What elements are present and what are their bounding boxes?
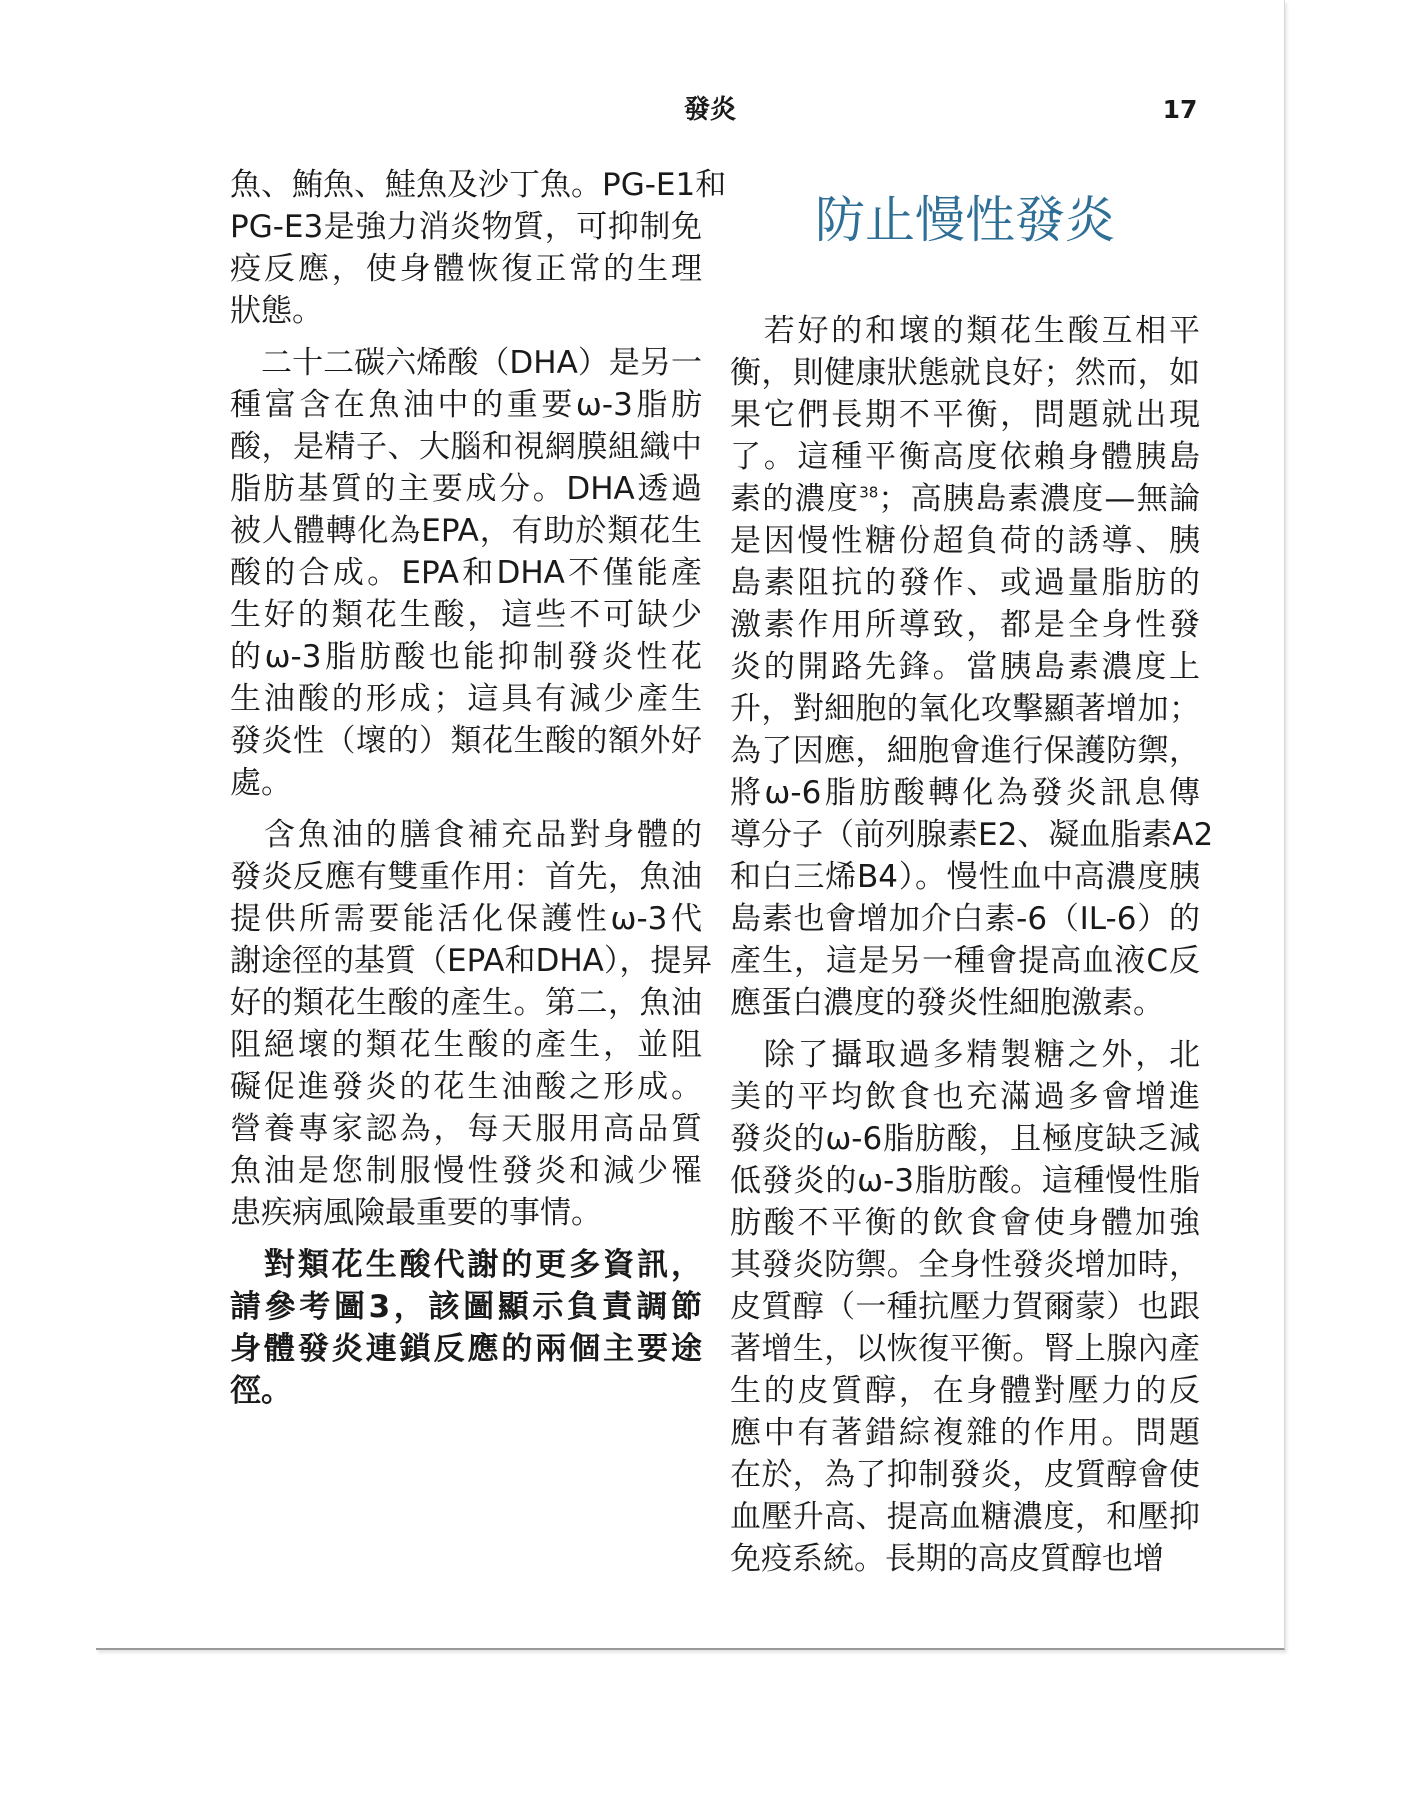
text-line: 二十二碳六烯酸（DHA）是另一	[230, 345, 702, 381]
text-line: 的ω-3脂肪酸也能抑制發炎性花	[230, 639, 702, 675]
text-line: 發炎反應有雙重作用：首先，魚油	[230, 859, 702, 895]
text-line: 美的平均飲食也充滿過多會增進	[730, 1079, 1200, 1115]
text-line: 將ω-6脂肪酸轉化為發炎訊息傳	[730, 775, 1200, 811]
text-line: 著增生，以恢復平衡。腎上腺內產	[730, 1331, 1200, 1367]
right-column-body	[730, 310, 1214, 1580]
page-number: 17	[1162, 95, 1198, 124]
text-line: 阻絕壞的類花生酸的產生，並阻	[230, 1027, 702, 1063]
text-line: 果它們長期不平衡，問題就出現	[730, 397, 1200, 433]
text-line: 為了因應，細胞會進行保護防禦，	[730, 733, 1200, 769]
text-line: 炎的開路先鋒。當胰島素濃度上	[730, 649, 1200, 685]
text-line: 生的皮質醇，在身體對壓力的反	[730, 1373, 1200, 1409]
text-line: 其發炎防禦。全身性發炎增加時，	[730, 1247, 1200, 1283]
text-line: 脂肪基質的主要成分。DHA透過	[230, 471, 702, 507]
text-line: 應蛋白濃度的發炎性細胞激素。	[730, 985, 1164, 1021]
text-line: 和白三烯B4）。慢性血中高濃度胰	[730, 859, 1200, 895]
text-line: 營養專家認為，每天服用高品質	[230, 1111, 702, 1147]
text-line	[730, 478, 1200, 520]
text-line: 魚、鮪魚、鮭魚及沙丁魚。PG-E1和	[230, 167, 727, 203]
text-line: 礙促進發炎的花生油酸之形成。	[230, 1069, 702, 1105]
footnote-reference: 38	[859, 483, 879, 502]
text-line: 衡，則健康狀態就良好；然而，如	[730, 355, 1200, 391]
text-line: 發炎性（壞的）類花生酸的額外好	[230, 723, 702, 759]
text-line: 患疾病風險最重要的事情。	[230, 1195, 602, 1231]
text-line: 酸的合成。EPA和DHA不僅能產	[230, 555, 702, 591]
text-line: 對類花生酸代謝的更多資訊，	[230, 1247, 702, 1283]
text-line: 肪酸不平衡的飲食會使身體加強	[730, 1205, 1200, 1241]
text-line: 在於，為了抑制發炎，皮質醇會使	[730, 1457, 1200, 1493]
section-title: 防止慢性發炎	[815, 191, 1115, 249]
text-line: 狀態。	[230, 293, 323, 329]
text-fragment: 素的濃度	[730, 481, 860, 517]
text-line: 免疫系統。長期的高皮質醇也增	[730, 1541, 1164, 1577]
text-line: 產生，這是另一種會提高血液C反	[730, 943, 1200, 979]
right-column	[730, 188, 1214, 1590]
text-line: 身體發炎連鎖反應的兩個主要途	[230, 1331, 702, 1367]
text-line: 低發炎的ω-3脂肪酸。這種慢性脂	[730, 1163, 1200, 1199]
text-line: 提供所需要能活化保護性ω-3代	[230, 901, 702, 937]
text-line: 徑。	[230, 1373, 292, 1409]
paragraph	[730, 1034, 1200, 1580]
running-header-title: 發炎	[683, 95, 736, 125]
text-line: 升，對細胞的氧化攻擊顯著增加；	[730, 691, 1200, 727]
text-line: 發炎的ω-6脂肪酸，且極度缺乏減	[730, 1121, 1200, 1157]
text-line: 含魚油的膳食補充品對身體的	[230, 817, 702, 853]
text-fragment: ；高胰島素濃度—無論	[878, 481, 1201, 517]
text-line: 種富含在魚油中的重要ω-3脂肪	[230, 387, 702, 423]
paragraph	[230, 164, 727, 332]
text-line: 被人體轉化為EPA，有助於類花生	[230, 513, 702, 549]
text-line: 導分子（前列腺素E2、凝血脂素A2	[730, 817, 1214, 853]
text-line: 酸，是精子、大腦和視網膜組織中	[230, 429, 702, 465]
text-line: 了。這種平衡高度依賴身體胰島	[730, 439, 1200, 475]
text-line: 激素作用所導致，都是全身性發	[730, 607, 1200, 643]
paragraph	[230, 814, 713, 1234]
text-line: 生好的類花生酸，這些不可缺少	[230, 597, 702, 633]
text-line: 若好的和壞的類花生酸互相平	[730, 313, 1200, 349]
text-line: 生油酸的形成；這具有減少產生	[230, 681, 702, 717]
text-line: 皮質醇（一種抗壓力賀爾蒙）也跟	[730, 1289, 1200, 1325]
paragraph	[230, 342, 702, 804]
left-column	[230, 164, 727, 1422]
paragraph	[730, 310, 1214, 1024]
paragraph	[230, 1244, 702, 1412]
text-line: 血壓升高、提高血糖濃度，和壓抑	[730, 1499, 1200, 1535]
text-line: 謝途徑的基質（EPA和DHA），提昇	[230, 943, 713, 979]
text-line: 島素也會增加介白素-6（IL-6）的	[730, 901, 1200, 937]
text-line: 好的類花生酸的產生。第二，魚油	[230, 985, 702, 1021]
text-line: 島素阻抗的發作、或過量脂肪的	[730, 565, 1200, 601]
text-line: 是因慢性糖份超負荷的誘導、胰	[730, 523, 1200, 559]
text-line: 處。	[230, 765, 292, 801]
text-line: 除了攝取過多精製糖之外，北	[730, 1037, 1200, 1073]
text-line: 應中有著錯綜複雜的作用。問題	[730, 1415, 1200, 1451]
text-line: 請參考圖3，該圖顯示負責調節	[230, 1289, 702, 1325]
text-line: 疫反應，使身體恢復正常的生理	[230, 251, 702, 287]
text-line: PG-E3是強力消炎物質，可抑制免	[230, 209, 702, 245]
text-line: 魚油是您制服慢性發炎和減少罹	[230, 1153, 702, 1189]
